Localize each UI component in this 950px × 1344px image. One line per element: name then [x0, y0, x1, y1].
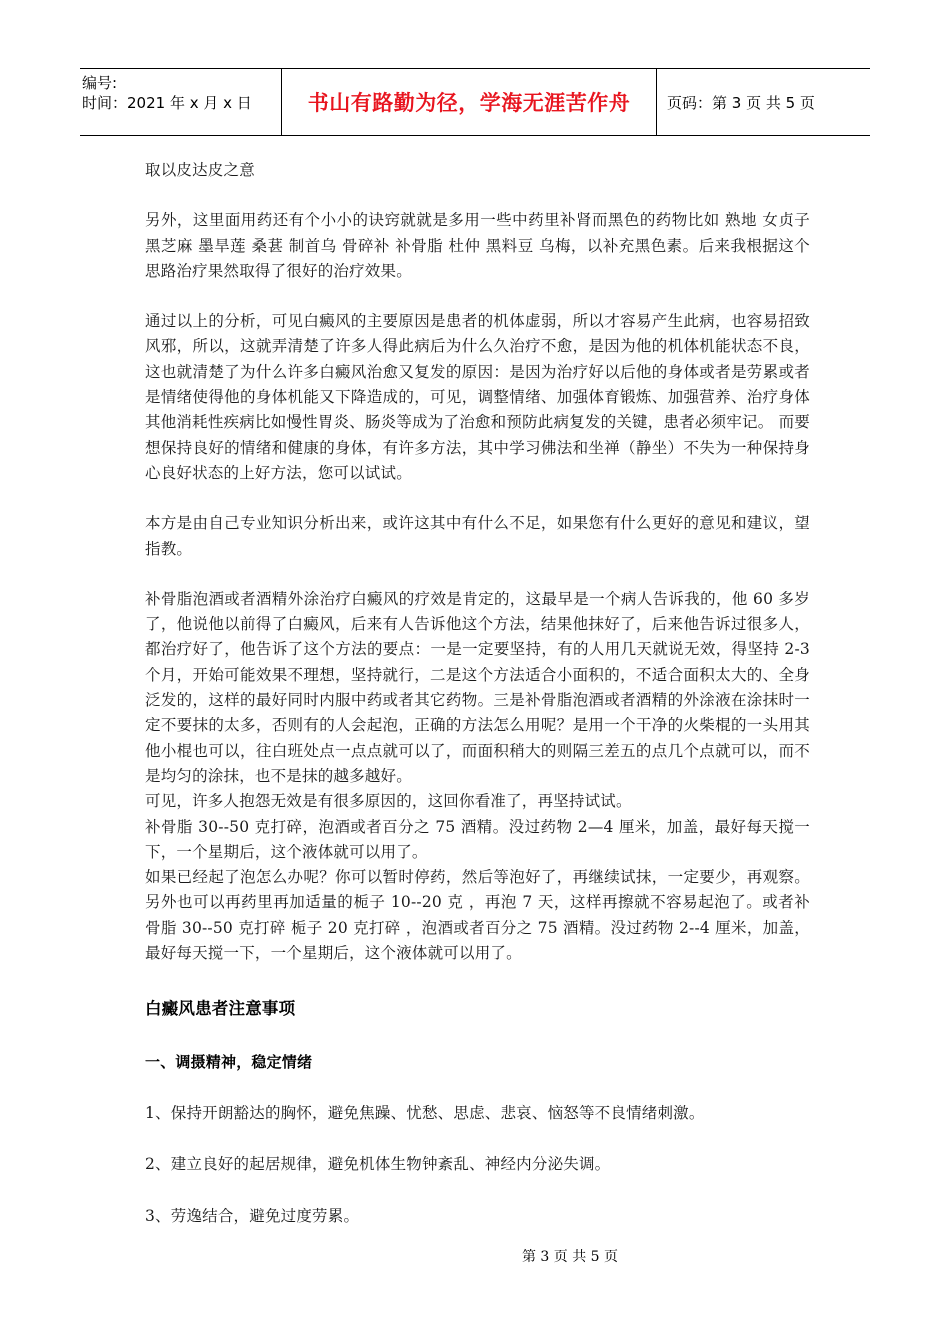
list-item: 1、保持开朗豁达的胸怀，避免焦躁、忧愁、思虑、悲哀、恼怒等不良情绪刺激。 [145, 1103, 705, 1122]
document-body [145, 158, 810, 1229]
list-item: 2、建立良好的起居规律，避免机体生物钟紊乱、神经内分泌失调。 [145, 1155, 611, 1174]
body-paragraph: 补骨脂泡酒或者酒精外涂治疗白癜风的疗效是肯定的，这最早是一个病人告诉我的，他 60 多岁了，他说他以前得了白癜风，后来有人告诉他这个方法，结果他抹好了，后来他告诉过很多人，都治疗好了，他告诉了这个方法的要点：一是一定要坚持，有的人用几天就说无效，得坚持 2-3 个月，开始可能效果不理想，坚持就行，二是这个方法适合小面积的，不适合面积太大的、全身泛发的，这样的最好同时内服中药或者其它药物。三是补骨脂泡酒或者酒精的外涂液在涂抹时一定不要抹的太多，否则有的人会起泡，正确的方法怎么用呢？是用一个干净的火柴棍的一头用其他小棍也可以，往白班处点一点点就可以了，而面积稍大的则隔三差五的点几个点就可以，而不是均匀的涂抹，也不是抹的越多越好。 [145, 589, 810, 785]
body-paragraph: 取以皮达皮之意 [145, 161, 255, 179]
body-paragraph: 通过以上的分析，可见白癜风的主要原因是患者的机体虚弱，所以才容易产生此病，也容易招致风邪，所以，这就弄清楚了许多人得此病后为什么久治疗不愈，是因为他的机体机能状态不良，这也就清楚了为什么许多白癜风治愈又复发的原因：是因为治疗好以后他的身体或者是劳累或者是情绪使得他的身体机能又下降造成的，可见，调整情绪、加强体育锻炼、加强营养、治疗身体其他消耗性疾病比如慢性胃炎、肠炎等成为了治愈和预防此病复发的关键，患者必须牢记。 而要想保持良好的情绪和健康的身体，有许多方法，其中学习佛法和坐禅（静坐）不失为一种保持身心良好状态的上好方法，您可以试试。 [145, 312, 810, 482]
page-footer: 第 3 页 共 5 页 [521, 1249, 619, 1265]
body-paragraph: 另外，这里面用药还有个小小的诀窍就就是多用一些中药里补肾而黑色的药物比如 熟地 女贞子 黑芝麻 墨旱莲 桑葚 制首乌 骨碎补 补骨脂 杜仲 黑料豆 乌梅，以补充黑色素。后来我根据这个思路治疗果然取得了很好的治疗效果。 [145, 211, 810, 280]
body-paragraph: 可见，许多人抱怨无效是有很多原因的，这回你看准了，再坚持试试。 [145, 792, 632, 811]
header-page-info: 页码：第 3 页 共 5 页 [667, 93, 815, 112]
header-meta-cell [80, 69, 282, 135]
body-paragraph: 本方是由自己专业知识分析出来，或许这其中有什么不足，如果您有什么更好的意见和建议，望指教。 [145, 514, 810, 558]
document-header [80, 68, 870, 136]
body-paragraph: 补骨脂 30--50 克打碎，泡酒或者百分之 75 酒精。没过药物 2—4 厘米，加盖，最好每天搅一下，一个星期后，这个液体就可以用了。 [145, 817, 810, 861]
list-item: 3、劳逸结合，避免过度劳累。 [145, 1206, 360, 1225]
section-heading: 白癜风患者注意事项 [145, 999, 296, 1019]
document-number-label: 编号: [82, 74, 118, 92]
body-paragraph: 如果已经起了泡怎么办呢？你可以暂时停药，然后等泡好了，再继续试抹，一定要少，再观察。另外也可以再药里再加适量的栀子 10--20 克 ，再泡 7 天，这样再擦就不容易起泡了。或者补骨脂 30--50 克打碎 栀子 20 克打碎 ，泡酒或者百分之 75 酒精。没过药物 2--4 厘米，加盖，最好每天搅一下，一个星期后，这个液体就可以用了。 [145, 868, 810, 963]
document-date-label: 时间：2021 年 x 月 x 日 [82, 94, 252, 112]
subsection-heading: 一、调摄精神，稳定情绪 [145, 1052, 313, 1071]
header-motto: 书山有路勤为径，学海无涯苦作舟 [282, 69, 657, 135]
